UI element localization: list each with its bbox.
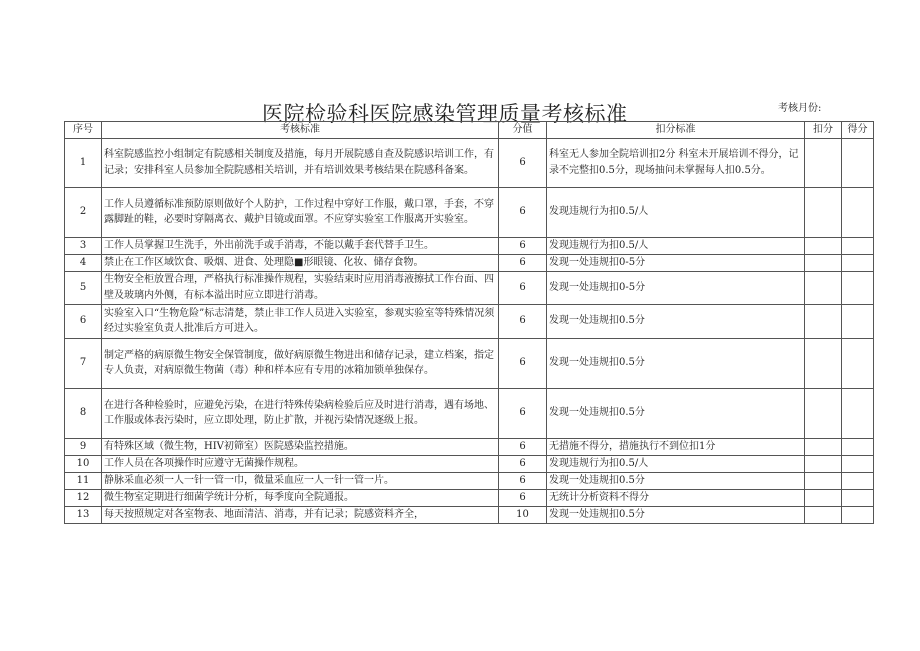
- row-deduction: 科室无人参加全院培训扣2分 科室未开展培训不得分，记录不完整扣0.5分，现场抽问未掌握每人扣0.5分。: [547, 138, 805, 187]
- row-deduction: 发现一处违规扣0-5分: [547, 271, 805, 304]
- table-row: [65, 455, 874, 472]
- row-no: 1: [65, 138, 102, 187]
- table-row: [65, 438, 874, 455]
- row-deducted[interactable]: [805, 506, 842, 523]
- row-score: 6: [499, 455, 547, 472]
- row-standard: 每天按照规定对各室物表、地面清洁、消毒，并有记录；院感资料齐全，: [102, 506, 499, 523]
- row-deducted[interactable]: [805, 388, 842, 438]
- header-deduction-rule: 扣分标准: [547, 122, 805, 139]
- row-standard: 静脉采血必须一人一针一管一巾，微量采血应一人一针一管一片。: [102, 472, 499, 489]
- row-no: 13: [65, 506, 102, 523]
- row-deduction: 发现一处违规扣0-5分: [547, 254, 805, 271]
- row-deducted[interactable]: [805, 304, 842, 338]
- row-obtained[interactable]: [842, 338, 874, 388]
- row-score: 6: [499, 271, 547, 304]
- row-standard: 实验室入口“生物危险”标志清楚，禁止非工作人员进入实验室，参观实验室等特殊情况须经过实验室负责人批准后方可进入。: [102, 304, 499, 338]
- row-obtained[interactable]: [842, 472, 874, 489]
- table-row: [65, 489, 874, 506]
- row-obtained[interactable]: [842, 304, 874, 338]
- row-no: 7: [65, 338, 102, 388]
- row-obtained[interactable]: [842, 271, 874, 304]
- header-row: [65, 122, 874, 139]
- row-obtained[interactable]: [842, 506, 874, 523]
- row-deducted[interactable]: [805, 187, 842, 237]
- row-score: 6: [499, 489, 547, 506]
- row-deducted[interactable]: [805, 472, 842, 489]
- row-deduction: 无措施不得分，措施执行不到位扣1分: [547, 438, 805, 455]
- row-obtained[interactable]: [842, 455, 874, 472]
- row-deducted[interactable]: [805, 338, 842, 388]
- row-obtained[interactable]: [842, 237, 874, 254]
- row-obtained[interactable]: [842, 254, 874, 271]
- row-score: 6: [499, 138, 547, 187]
- row-deduction: 发现违规行为扣0.5/人: [547, 455, 805, 472]
- row-standard: 科室院感监控小组制定有院感相关制度及措施，每月开展院感自查及院感识培训工作，有记录；安排科室人员参加全院院感相关培训，并有培训效果考核结果在院感科备案。: [102, 138, 499, 187]
- row-no: 2: [65, 187, 102, 237]
- table-row: [65, 304, 874, 338]
- row-no: 6: [65, 304, 102, 338]
- row-standard: 在进行各种检验时，应避免污染，在进行特殊传染病检验后应及时进行消毒，遇有场地、工作服或体表污染时，应立即处理，防止扩散，并视污染情况逐级上报。: [102, 388, 499, 438]
- row-deducted[interactable]: [805, 489, 842, 506]
- row-score: 6: [499, 388, 547, 438]
- table-row: [65, 271, 874, 304]
- row-standard: 禁止在工作区域饮食、吸烟、进食、处理隐■形眼镜、化妆、储存食物。: [102, 254, 499, 271]
- row-deducted[interactable]: [805, 138, 842, 187]
- row-score: 6: [499, 304, 547, 338]
- assessment-table: [64, 121, 874, 524]
- row-standard: 生物安全柜放置合理，严格执行标准操作规程，实验结束时应用消毒液擦拭工作台面、四壁及玻璃内外侧，有标本溢出时应立即进行消毒。: [102, 271, 499, 304]
- row-deduction: 发现违规行为扣0.5/人: [547, 187, 805, 237]
- table-row: [65, 254, 874, 271]
- row-deduction: 发现一处违规扣0.5分: [547, 304, 805, 338]
- table-row: [65, 187, 874, 237]
- row-obtained[interactable]: [842, 489, 874, 506]
- header-obtained: 得分: [842, 122, 874, 139]
- row-standard: 微生物室定期进行细菌学统计分析，每季度向全院通报。: [102, 489, 499, 506]
- row-obtained[interactable]: [842, 187, 874, 237]
- table-row: [65, 237, 874, 254]
- row-score: 6: [499, 472, 547, 489]
- row-deduction: 发现一处违规扣0.5分: [547, 472, 805, 489]
- row-standard: 有特殊区域（微生物，HIV初筛室）医院感染监控措施。: [102, 438, 499, 455]
- row-standard: 工作人员在各项操作时应遵守无菌操作规程。: [102, 455, 499, 472]
- row-score: 6: [499, 338, 547, 388]
- row-obtained[interactable]: [842, 438, 874, 455]
- row-deducted[interactable]: [805, 271, 842, 304]
- table-row: [65, 506, 874, 523]
- row-standard: 工作人员掌握卫生洗手，外出前洗手或手消毒，不能以戴手套代替手卫生。: [102, 237, 499, 254]
- row-score: 6: [499, 187, 547, 237]
- row-no: 11: [65, 472, 102, 489]
- table-row: [65, 388, 874, 438]
- row-deducted[interactable]: [805, 237, 842, 254]
- header-standard: 考核标准: [102, 122, 499, 139]
- row-deducted[interactable]: [805, 455, 842, 472]
- row-no: 10: [65, 455, 102, 472]
- row-deduction: 发现一处违规扣0.5分: [547, 506, 805, 523]
- row-deducted[interactable]: [805, 438, 842, 455]
- row-no: 8: [65, 388, 102, 438]
- row-obtained[interactable]: [842, 138, 874, 187]
- row-score: 6: [499, 237, 547, 254]
- table-row: [65, 138, 874, 187]
- row-deduction: 发现一处违规扣0.5分: [547, 388, 805, 438]
- table-row: [65, 338, 874, 388]
- table-row: [65, 472, 874, 489]
- row-no: 4: [65, 254, 102, 271]
- row-score: 10: [499, 506, 547, 523]
- row-no: 3: [65, 237, 102, 254]
- header-score: 分值: [499, 122, 547, 139]
- row-obtained[interactable]: [842, 388, 874, 438]
- header-deducted: 扣分: [805, 122, 842, 139]
- row-standard: 工作人员遵循标准预防原则做好个人防护，工作过程中穿好工作服，戴口罩，手套，不穿露脚趾的鞋，必要时穿隔离衣、戴护目镜或面罩。不应穿实验室工作服离开实验室。: [102, 187, 499, 237]
- row-no: 12: [65, 489, 102, 506]
- row-deducted[interactable]: [805, 254, 842, 271]
- row-standard: 制定严格的病原微生物安全保管制度，做好病原微生物进出和储存记录，建立档案，指定专人负责，对病原微生物菌（毒）种和样本应有专用的冰箱加锁单独保存。: [102, 338, 499, 388]
- row-score: 6: [499, 438, 547, 455]
- row-deduction: 无统计分析资料不得分: [547, 489, 805, 506]
- row-no: 5: [65, 271, 102, 304]
- document-title: 医院检验科医院感染管理质量考核标准: [262, 102, 628, 126]
- row-score: 6: [499, 254, 547, 271]
- row-no: 9: [65, 438, 102, 455]
- header-no: 序号: [65, 122, 102, 139]
- assessment-month-label: 考核月份:: [778, 103, 822, 114]
- row-deduction: 发现一处违规扣0.5分: [547, 338, 805, 388]
- row-deduction: 发现违规行为扣0.5/人: [547, 237, 805, 254]
